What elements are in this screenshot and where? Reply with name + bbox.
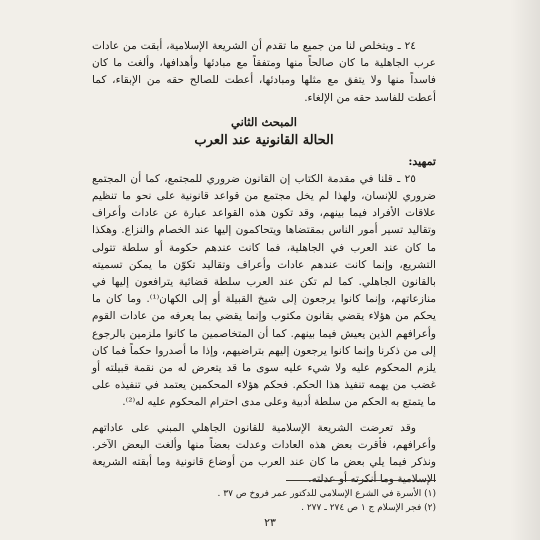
- footnote-divider: [286, 480, 436, 481]
- paragraph-25: ٢٥ ـ قلنا في مقدمة الكتاب إن القانون ضروري للمجتمع، كما أن المجتمع ضروري للإنسان، ولهذا لم يخل مجتمع من قواعد قانونية على نحو ما تنظيم علاقات الأفراد فيما بينهم، وقد تكون هذه القواعد عبارة عن عادات وأعراف وتقاليد تسير أمور الناس بمقتضاها ويتحاكمون إليها عند الخصام والنزاع. وهكذا ما كان عند العرب في الجاهلية، فما كانت عندهم حكومة أو سلطة تتولى التشريع، وإنما كانت عندهم عادات وأعراف وتقاليد تكوّن ما يمكن تسميته بالقانون الجاهلي. كما لم تكن عند العرب سلطة قضائية يترافعون إليها في منازعاتهم، وإنما كانوا يرجعون إلى شيخ القبيلة أو إلى الكهان⁽¹⁾. وما كان ما يحكم من هؤلاء يقضي بقانون مكتوب وإنما يقضي بما يعرفه من عادات القوم وأعرافهم الذين يعيش فيما بينهم. كما أن المتخاصمين ما كانوا ملزمين بالرجوع إلى من ذكرنا وإنما كانوا يرجعون إليهم بتراضيهم، وإذا ما أصدروا حكماً فما كان يلزم المحكوم عليه ولا شيء عليه سوى ما قد يتعرض له من نقمة قبيلته أو غضب من يهمه تنفيذ هذا الحكم. فحكم هؤلاء المحكمين يعتمد في تنفيذه على ما يتمتع به الحكم من سلطة أدبية وعلى مدى احترام المحكوم عليه له⁽²⁾.: [92, 172, 437, 409]
- main-text: [92, 38, 436, 488]
- footnote-1: (١) الأسرة في الشرع الإسلامي للدكتور عمر فروخ ص ٣٧ .: [217, 489, 436, 499]
- page-fold-shadow: [510, 0, 540, 540]
- paragraph-24: ٢٤ ـ ويتخلص لنا من جميع ما تقدم أن الشريعة الإسلامية، أبقت من عادات عرب الجاهلية ما كان صالحاً منها ومتفقاً مع مبادئها وأهدافها، وألغت ما كان فاسداً منها ولا يتفق مع مثلها ومبادئها، أعطت للصالح حقه من الإبقاء، كما أعطت للفاسد حقه من الإلغاء.: [92, 40, 436, 104]
- footnote-2: (٢) فجر الإسلام ج ١ ص ٢٧٤ ـ ٢٧٧ .: [301, 503, 436, 513]
- section-title: الحالة القانونية عند العرب: [194, 132, 334, 148]
- section-heading: المبحث الثاني: [231, 114, 297, 129]
- page-number: ٢٣: [264, 516, 276, 529]
- introduction-label: تمهيد:: [408, 154, 436, 168]
- paragraph-26: وقد تعرضت الشريعة الإسلامية للقانون الجاهلي المبني على عاداتهم وأعرافهم، فأقرت بعض هذه العادات وعدلت بعضاً منها وألغت البعض الآخر. ونذكر فيما يلي بعض ما كان عند العرب من أوضاع قانونية وما أبقته الشريعة الإسلامية وما أنكرته أو عدلته.: [92, 421, 436, 486]
- footnotes: [92, 480, 436, 515]
